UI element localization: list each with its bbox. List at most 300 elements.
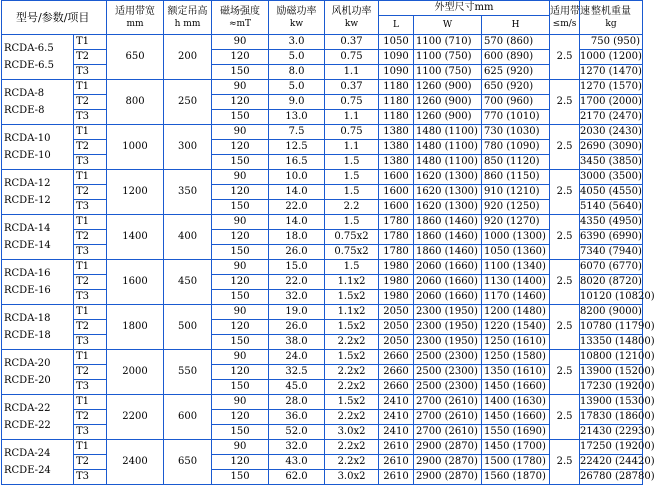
dim-w-cell: 1260 (900) [414,110,482,125]
dim-h-cell: 1000 (1300) [482,230,550,245]
dim-w-cell: 1260 (900) [414,80,482,95]
tier-cell: T3 [74,470,107,485]
dim-l-cell: 1980 [379,275,414,290]
dim-w-cell: 2300 (1950) [414,305,482,320]
field-strength-cell: 120 [212,185,269,200]
dim-h-cell: 860 (1150) [482,170,550,185]
weight-cell: 1270 (1470) [580,65,643,80]
dim-l-cell: 1180 [379,110,414,125]
speed-cell: 2.5 [550,125,580,170]
fan-power-cell: 1.1 [325,110,379,125]
dim-h-cell: 1550 (1690) [482,425,550,440]
model-name-a: RCDA-16 [4,268,51,279]
table-row [2,50,643,65]
belt-width-cell: 2400 [107,440,164,485]
dim-l-cell: 1600 [379,200,414,215]
field-strength-cell: 90 [212,35,269,50]
fan-power-cell: 1.5 [325,185,379,200]
weight-cell: 8200 (9000) [580,305,643,320]
fan-power-cell: 1.1 [325,65,379,80]
tier-cell: T3 [74,335,107,350]
table-row [2,260,643,275]
tier-cell: T3 [74,200,107,215]
table-row [2,185,643,200]
table-row [2,110,643,125]
field-strength-cell: 120 [212,50,269,65]
excite-power-cell: 62.0 [269,470,325,485]
excite-power-cell: 5.0 [269,50,325,65]
dim-h-cell: 1170 (1460) [482,290,550,305]
dim-l-cell: 2050 [379,320,414,335]
dim-l-cell: 2410 [379,425,414,440]
dim-l-cell: 1380 [379,140,414,155]
fan-power-cell: 0.75 [325,95,379,110]
speed-cell: 2.5 [550,350,580,395]
dim-w-cell: 1480 (1100) [414,125,482,140]
speed-cell: 2.5 [550,35,580,80]
header-excite-power-label: 励磁功率 [276,5,317,17]
speed-cell: 2.5 [550,215,580,260]
table-row [2,320,643,335]
belt-width-cell: 1600 [107,260,164,305]
tier-cell: T2 [74,275,107,290]
dim-w-cell: 2300 (1950) [414,320,482,335]
tier-cell: T3 [74,290,107,305]
table-row [2,305,643,320]
fan-power-cell: 3.0x2 [325,425,379,440]
dim-h-cell: 920 (1250) [482,200,550,215]
table-row [2,395,643,410]
weight-cell: 1270 (1570) [580,80,643,95]
dim-h-cell: 1450 (1700) [482,440,550,455]
weight-cell: 13350 (14800) [580,335,643,350]
dim-l-cell: 1380 [379,125,414,140]
field-strength-cell: 150 [212,425,269,440]
field-strength-cell: 90 [212,215,269,230]
weight-cell: 22420 (24420) [580,455,643,470]
table-row [2,95,643,110]
dim-w-cell: 1100 (750) [414,50,482,65]
header-dimensions: 外型尺寸mm [379,1,550,16]
tier-cell: T3 [74,380,107,395]
fan-power-cell: 1.1x2 [325,305,379,320]
dim-h-cell: 730 (1030) [482,125,550,140]
header-speed-unit: ≤m/s [552,18,577,29]
speed-cell: 2.5 [550,395,580,440]
table-row [2,230,643,245]
weight-cell: 6390 (6990) [580,230,643,245]
model-name-e: RCDE-6.5 [4,60,54,71]
dim-l-cell: 1780 [379,245,414,260]
excite-power-cell: 18.0 [269,230,325,245]
excite-power-cell: 3.0 [269,35,325,50]
header-hang-height [164,1,212,35]
dim-w-cell: 2500 (2300) [414,350,482,365]
tier-cell: T2 [74,455,107,470]
belt-width-cell: 1200 [107,170,164,215]
speed-cell: 2.5 [550,80,580,125]
dim-w-cell: 1480 (1100) [414,155,482,170]
dim-h-cell: 780 (1090) [482,140,550,155]
field-strength-cell: 90 [212,305,269,320]
table-row [2,215,643,230]
table-row [2,65,643,80]
fan-power-cell: 2.2x2 [325,440,379,455]
excite-power-cell: 43.0 [269,455,325,470]
dim-l-cell: 2050 [379,305,414,320]
excite-power-cell: 16.5 [269,155,325,170]
dim-l-cell: 2410 [379,410,414,425]
excite-power-cell: 10.0 [269,170,325,185]
dim-h-cell: 770 (1010) [482,110,550,125]
weight-cell: 1700 (2000) [580,95,643,110]
dim-h-cell: 1450 (1660) [482,380,550,395]
tier-cell: T1 [74,260,107,275]
dim-h-cell: 1050 (1360) [482,245,550,260]
model-cell [2,125,74,170]
dim-h-cell: 920 (1270) [482,215,550,230]
weight-cell: 17830 (18600) [580,410,643,425]
tier-cell: T2 [74,410,107,425]
belt-width-cell: 1800 [107,305,164,350]
dim-h-cell: 1100 (1340) [482,260,550,275]
table-row [2,35,643,50]
excite-power-cell: 28.0 [269,395,325,410]
dim-h-cell: 910 (1210) [482,185,550,200]
tier-cell: T3 [74,110,107,125]
weight-cell: 5140 (5640) [580,200,643,215]
hang-height-cell: 550 [164,350,212,395]
hang-height-cell: 350 [164,170,212,215]
dim-l-cell: 1780 [379,215,414,230]
fan-power-cell: 1.1x2 [325,275,379,290]
field-strength-cell: 120 [212,320,269,335]
weight-cell: 3450 (3850) [580,155,643,170]
table-row [2,380,643,395]
excite-power-cell: 9.0 [269,95,325,110]
dim-l-cell: 1980 [379,260,414,275]
tier-cell: T2 [74,140,107,155]
header-fan-power [325,1,379,35]
header-belt-width-label: 适用带宽 [115,5,156,17]
excite-power-cell: 5.0 [269,80,325,95]
spec-table [1,0,655,485]
fan-power-cell: 1.5x2 [325,350,379,365]
fan-power-cell: 1.5 [325,260,379,275]
dim-h-cell: 650 (920) [482,80,550,95]
table-row [2,140,643,155]
fan-power-cell: 0.75x2 [325,245,379,260]
model-cell [2,80,74,125]
model-name-a: RCDA-22 [4,403,51,414]
tier-cell: T2 [74,185,107,200]
field-strength-cell: 120 [212,455,269,470]
fan-power-cell: 1.5 [325,155,379,170]
header-row-1 [2,1,643,16]
hang-height-cell: 300 [164,125,212,170]
excite-power-cell: 12.5 [269,140,325,155]
tier-cell: T1 [74,305,107,320]
model-name-a: RCDA-18 [4,313,51,324]
speed-cell: 2.5 [550,440,580,485]
tier-cell: T2 [74,230,107,245]
fan-power-cell: 1.1 [325,140,379,155]
tier-cell: T1 [74,350,107,365]
model-name-a: RCDA-24 [4,448,51,459]
header-dim-h: H [482,16,550,35]
model-name-a: RCDA-8 [4,88,45,99]
model-name-a: RCDA-6.5 [4,43,54,54]
field-strength-cell: 90 [212,260,269,275]
excite-power-cell: 8.0 [269,65,325,80]
weight-cell: 17250 (19200) [580,440,643,455]
excite-power-cell: 24.0 [269,350,325,365]
weight-cell: 8020 (8720) [580,275,643,290]
weight-cell: 3000 (3500) [580,170,643,185]
model-name-a: RCDA-10 [4,133,51,144]
excite-power-cell: 26.0 [269,320,325,335]
dim-w-cell: 1620 (1300) [414,200,482,215]
header-weight-unit: kg [605,18,617,29]
weight-cell: 4050 (4550) [580,185,643,200]
hang-height-cell: 250 [164,80,212,125]
fan-power-cell: 0.75x2 [325,230,379,245]
weight-cell: 13900 (15300) [580,395,643,410]
dim-w-cell: 2500 (2300) [414,365,482,380]
model-name-e: RCDE-10 [4,150,51,161]
dim-h-cell: 1350 (1610) [482,365,550,380]
excite-power-cell: 22.0 [269,200,325,215]
model-cell [2,170,74,215]
model-name-a: RCDA-20 [4,358,51,369]
header-belt-width-unit: mm [126,18,144,29]
header-hang-height-label: 额定吊高 [167,5,208,17]
fan-power-cell: 2.2 [325,200,379,215]
field-strength-cell: 120 [212,275,269,290]
table-row [2,410,643,425]
fan-power-cell: 0.75 [325,125,379,140]
fan-power-cell: 0.75 [325,50,379,65]
hang-height-cell: 650 [164,440,212,485]
dim-l-cell: 2410 [379,395,414,410]
header-fan-power-label: 风机功率 [331,5,372,17]
model-cell [2,260,74,305]
dim-h-cell: 1200 (1480) [482,305,550,320]
table-row [2,470,643,485]
speed-cell: 2.5 [550,260,580,305]
fan-power-cell: 1.5 [325,170,379,185]
dim-h-cell: 1250 (1580) [482,350,550,365]
dim-w-cell: 2900 (2870) [414,440,482,455]
dim-w-cell: 1100 (710) [414,35,482,50]
belt-width-cell: 1000 [107,125,164,170]
dim-l-cell: 1090 [379,50,414,65]
speed-cell: 2.5 [550,305,580,350]
table-row [2,455,643,470]
field-strength-cell: 150 [212,380,269,395]
table-row [2,245,643,260]
model-name-e: RCDE-14 [4,240,51,251]
weight-cell: 750 (950) [580,35,643,50]
table-row [2,275,643,290]
table-row [2,155,643,170]
weight-cell: 2170 (2470) [580,110,643,125]
table-row [2,290,643,305]
tier-cell: T1 [74,440,107,455]
dim-l-cell: 2660 [379,365,414,380]
dim-l-cell: 2610 [379,470,414,485]
field-strength-cell: 150 [212,65,269,80]
tier-cell: T3 [74,155,107,170]
field-strength-cell: 120 [212,95,269,110]
weight-cell: 1000 (1200) [580,50,643,65]
header-field-strength-unit: ≈mT [228,18,252,29]
header-field-strength-label: 磁场强度 [220,5,261,17]
excite-power-cell: 38.0 [269,335,325,350]
dim-l-cell: 2050 [379,335,414,350]
tier-cell: T3 [74,65,107,80]
excite-power-cell: 19.0 [269,305,325,320]
header-dim-l: L [379,16,414,35]
header-hang-height-unit: h mm [174,18,201,29]
dim-w-cell: 2500 (2300) [414,380,482,395]
excite-power-cell: 32.5 [269,365,325,380]
excite-power-cell: 14.0 [269,215,325,230]
excite-power-cell: 13.0 [269,110,325,125]
dim-w-cell: 2060 (1660) [414,260,482,275]
dim-w-cell: 1100 (750) [414,65,482,80]
header-excite-power [269,1,325,35]
table-row [2,350,643,365]
fan-power-cell: 2.2x2 [325,380,379,395]
weight-cell: 17230 (19200) [580,380,643,395]
fan-power-cell: 1.5x2 [325,320,379,335]
dim-h-cell: 850 (1120) [482,155,550,170]
dim-h-cell: 625 (920) [482,65,550,80]
field-strength-cell: 90 [212,395,269,410]
table-row [2,425,643,440]
model-name-e: RCDE-8 [4,105,45,116]
model-name-e: RCDE-22 [4,420,51,431]
table-row [2,80,643,95]
excite-power-cell: 32.0 [269,440,325,455]
table-row [2,440,643,455]
fan-power-cell: 1.5x2 [325,290,379,305]
dim-w-cell: 2300 (1950) [414,335,482,350]
fan-power-cell: 3.0x2 [325,470,379,485]
field-strength-cell: 150 [212,470,269,485]
dim-w-cell: 1860 (1460) [414,245,482,260]
field-strength-cell: 150 [212,245,269,260]
dim-w-cell: 1260 (900) [414,95,482,110]
weight-cell: 13900 (15200) [580,365,643,380]
tier-cell: T2 [74,50,107,65]
dim-h-cell: 1500 (1780) [482,455,550,470]
model-name-a: RCDA-14 [4,223,51,234]
dim-h-cell: 1220 (1540) [482,320,550,335]
field-strength-cell: 120 [212,230,269,245]
dim-h-cell: 1400 (1630) [482,395,550,410]
belt-width-cell: 650 [107,35,164,80]
weight-cell: 10780 (11790) [580,320,643,335]
weight-cell: 21430 (22930) [580,425,643,440]
field-strength-cell: 120 [212,365,269,380]
hang-height-cell: 600 [164,395,212,440]
dim-h-cell: 1250 (1610) [482,335,550,350]
dim-h-cell: 1450 (1660) [482,410,550,425]
dim-w-cell: 2700 (2610) [414,410,482,425]
hang-height-cell: 400 [164,215,212,260]
fan-power-cell: 1.5x2 [325,395,379,410]
fan-power-cell: 2.2x2 [325,365,379,380]
field-strength-cell: 90 [212,125,269,140]
weight-cell: 10800 (12100) [580,350,643,365]
model-name-e: RCDE-24 [4,465,51,476]
field-strength-cell: 120 [212,410,269,425]
excite-power-cell: 22.0 [269,275,325,290]
dim-w-cell: 2700 (2610) [414,395,482,410]
dim-w-cell: 2900 (2870) [414,470,482,485]
hang-height-cell: 500 [164,305,212,350]
weight-cell: 6070 (6770) [580,260,643,275]
hang-height-cell: 200 [164,35,212,80]
model-name-e: RCDE-12 [4,195,51,206]
header-belt-width [107,1,164,35]
field-strength-cell: 150 [212,200,269,215]
tier-cell: T1 [74,80,107,95]
field-strength-cell: 120 [212,140,269,155]
tier-cell: T3 [74,245,107,260]
weight-cell: 10120 (10820) [580,290,643,305]
model-name-a: RCDA-12 [4,178,51,189]
dim-h-cell: 700 (960) [482,95,550,110]
tier-cell: T1 [74,215,107,230]
tier-cell: T1 [74,170,107,185]
excite-power-cell: 26.0 [269,245,325,260]
tier-cell: T2 [74,320,107,335]
speed-cell: 2.5 [550,170,580,215]
dim-l-cell: 1180 [379,80,414,95]
dim-l-cell: 1050 [379,35,414,50]
dim-l-cell: 1090 [379,65,414,80]
dim-l-cell: 2610 [379,440,414,455]
tier-cell: T3 [74,425,107,440]
header-excite-power-unit: kw [289,18,304,29]
tier-cell: T1 [74,125,107,140]
tier-cell: T1 [74,395,107,410]
table-row [2,365,643,380]
dim-w-cell: 1860 (1460) [414,230,482,245]
fan-power-cell: 1.5 [325,215,379,230]
weight-cell: 2030 (2430) [580,125,643,140]
dim-h-cell: 1130 (1400) [482,275,550,290]
table-row [2,200,643,215]
excite-power-cell: 7.5 [269,125,325,140]
belt-width-cell: 2200 [107,395,164,440]
dim-h-cell: 1560 (1870) [482,470,550,485]
model-cell [2,215,74,260]
header-fan-power-unit: kw [344,18,359,29]
dim-l-cell: 1780 [379,230,414,245]
weight-cell: 4350 (4950) [580,215,643,230]
hang-height-cell: 450 [164,260,212,305]
excite-power-cell: 14.0 [269,185,325,200]
excite-power-cell: 15.0 [269,260,325,275]
table-row [2,125,643,140]
model-name-e: RCDE-20 [4,375,51,386]
dim-l-cell: 1980 [379,290,414,305]
header-field-strength [212,1,269,35]
